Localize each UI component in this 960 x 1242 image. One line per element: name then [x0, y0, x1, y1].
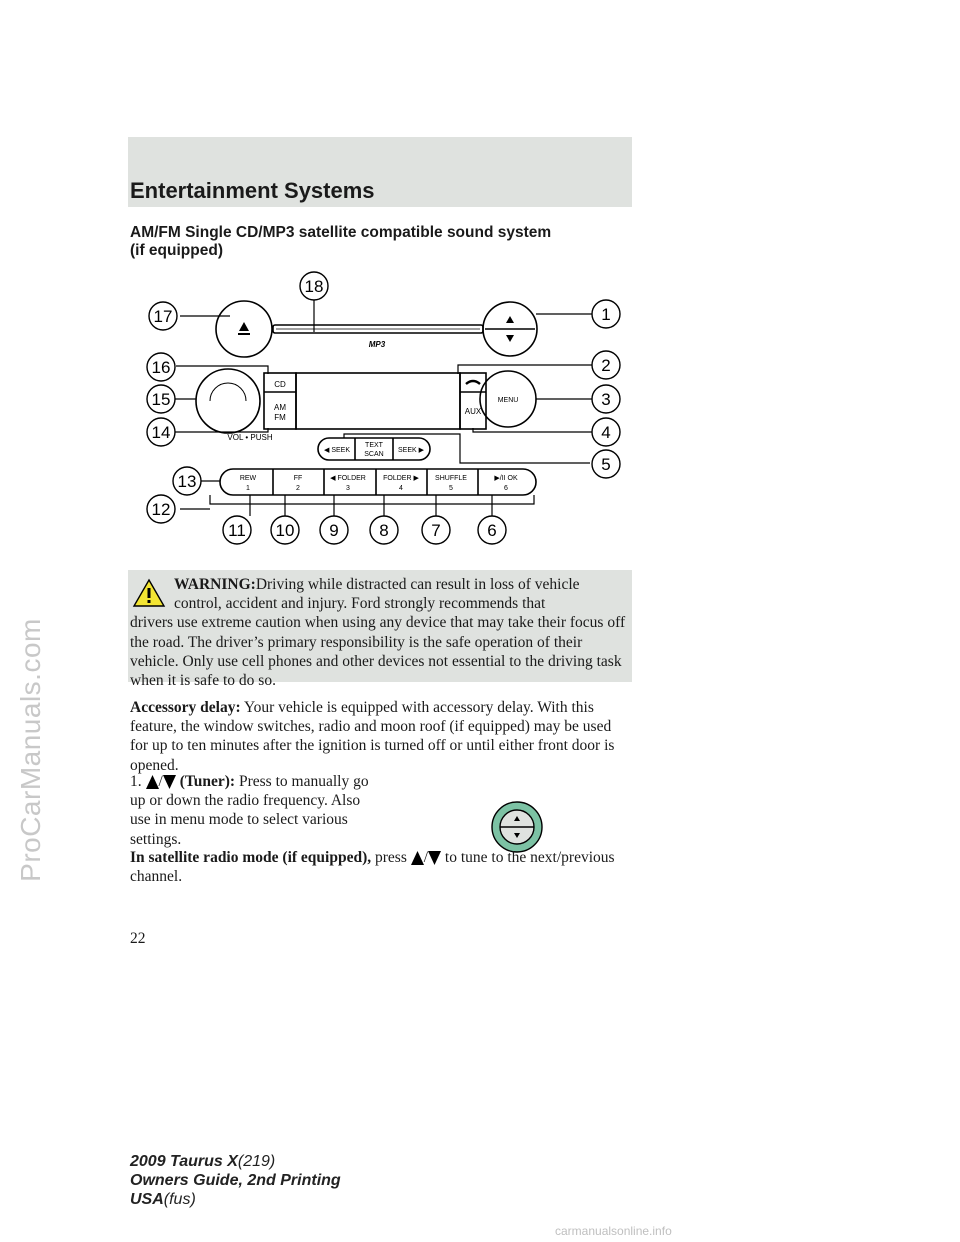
footer-model-code: (219) — [237, 1153, 276, 1170]
satellite-press: press — [375, 849, 407, 866]
preset-4-label: 4 — [399, 485, 403, 492]
down-arrow-icon — [428, 851, 441, 865]
preset-6-label: 6 — [504, 485, 508, 492]
down-arrow-icon — [163, 775, 176, 789]
cd-label: CD — [274, 380, 286, 389]
callout-label: 17 — [153, 307, 173, 326]
up-arrow-icon — [411, 851, 424, 865]
preset-bar — [220, 469, 536, 495]
vol-push-label: VOL • PUSH — [227, 433, 273, 442]
tuner-text-rest: manually go up or down the radio frequency. Also use in menu mode to select various settings. — [130, 773, 369, 848]
footer-market: USA — [130, 1191, 164, 1208]
satellite-text1: to tune to the — [444, 849, 527, 866]
callout-label: 10 — [275, 521, 295, 540]
callout-label: 1 — [601, 305, 611, 324]
warning-rest: drivers use extreme caution when using any device that may take their focus off the road. The driver’s primary responsibility is the safe operation of their vehicle. Only use cell phones and other devices not essential to the driving task when it is safe to do so. — [130, 614, 626, 690]
preset-5-label: 5 — [449, 485, 453, 492]
satellite-paragraph — [130, 848, 630, 886]
section-title-line2: (if equipped) — [130, 242, 223, 259]
scan-label: SCAN — [364, 451, 384, 458]
site-footer: carmanualsonline.info — [555, 1224, 672, 1238]
warning-line2: control, accident and injury. Ford strongly recommends that — [174, 595, 546, 613]
ff-label: FF — [293, 475, 303, 482]
mp3-logo: MP3 — [368, 340, 386, 349]
preset-1-label: 1 — [246, 485, 250, 492]
display-screen — [296, 373, 460, 429]
fm-label: FM — [274, 413, 286, 422]
footer-market-code: (fus) — [163, 1191, 196, 1208]
seek-left-label: ◀ SEEK — [323, 447, 351, 454]
warning-line1: Driving while distracted can result in loss of vehicle — [255, 576, 580, 593]
phone-icon — [466, 381, 480, 384]
watermark: ProCarManuals.com — [15, 618, 46, 882]
callout-label: 16 — [151, 358, 171, 377]
tuner-slash: / — [158, 773, 163, 790]
rew-label: REW — [239, 475, 257, 482]
am-label: AM — [274, 403, 286, 412]
callout-label: 11 — [228, 521, 246, 540]
volume-knob — [196, 369, 260, 433]
tuner-label: (Tuner): — [179, 773, 236, 790]
callout-label: 6 — [487, 521, 497, 540]
footer-model: 2009 Taurus X — [130, 1153, 238, 1170]
satellite-text2: next/previous channel. — [130, 849, 615, 886]
tuner-text-line1: Press to — [238, 773, 288, 790]
callout-label: 12 — [151, 500, 171, 519]
callout-label: 14 — [151, 423, 171, 442]
radio-diagram — [140, 270, 630, 560]
satellite-slash: / — [423, 849, 429, 866]
page-number: 22 — [130, 930, 146, 947]
folder-left-label: ◀ FOLDER — [330, 475, 366, 482]
menu-label: MENU — [497, 397, 519, 404]
section-title — [130, 224, 630, 260]
callout-label: 5 — [601, 455, 611, 474]
callout-label: 3 — [601, 390, 611, 409]
preset-3-label: 3 — [346, 485, 350, 492]
accessory-delay-label: Accessory delay: — [130, 699, 241, 716]
shuffle-label: SHUFFLE — [435, 475, 467, 482]
accessory-delay-text: Your vehicle is equipped with accessory delay. With this feature, the window switches, radio and moon roof (if equipped) may be used for up to ten minutes after the ignition is turned off or until either front door is opened. — [130, 699, 615, 774]
tuner-paragraph — [130, 772, 370, 849]
callout-label: 18 — [304, 277, 324, 296]
callout-label: 7 — [431, 521, 441, 540]
page-header-title: Entertainment Systems — [130, 178, 375, 203]
satellite-label: In satellite radio mode (if equipped), — [130, 849, 372, 866]
callout-label: 15 — [151, 390, 171, 409]
callout-label: 2 — [601, 356, 611, 375]
play-ok-label: ▶/II OK — [494, 475, 518, 482]
section-title-line1: AM/FM Single CD/MP3 satellite compatible sound system — [130, 224, 552, 241]
aux-label: AUX — [464, 407, 482, 416]
folder-right-label: FOLDER ▶ — [383, 475, 419, 482]
seek-right-label: SEEK ▶ — [397, 447, 425, 454]
tuner-knob-icon — [490, 800, 544, 854]
preset-2-label: 2 — [296, 485, 300, 492]
footer-guide: Owners Guide, 2nd Printing — [130, 1172, 341, 1189]
accessory-delay-paragraph — [130, 698, 630, 775]
warning-label: WARNING: — [174, 576, 256, 593]
text-label: TEXT — [365, 442, 383, 449]
callout-label: 8 — [379, 521, 389, 540]
warning-text — [130, 575, 626, 690]
tuner-number: 1. — [130, 773, 142, 790]
callout-label: 4 — [601, 423, 611, 442]
callout-label: 9 — [329, 521, 339, 540]
callout-label: 13 — [177, 472, 197, 491]
up-arrow-icon — [146, 775, 159, 789]
document-footer — [130, 1152, 341, 1209]
